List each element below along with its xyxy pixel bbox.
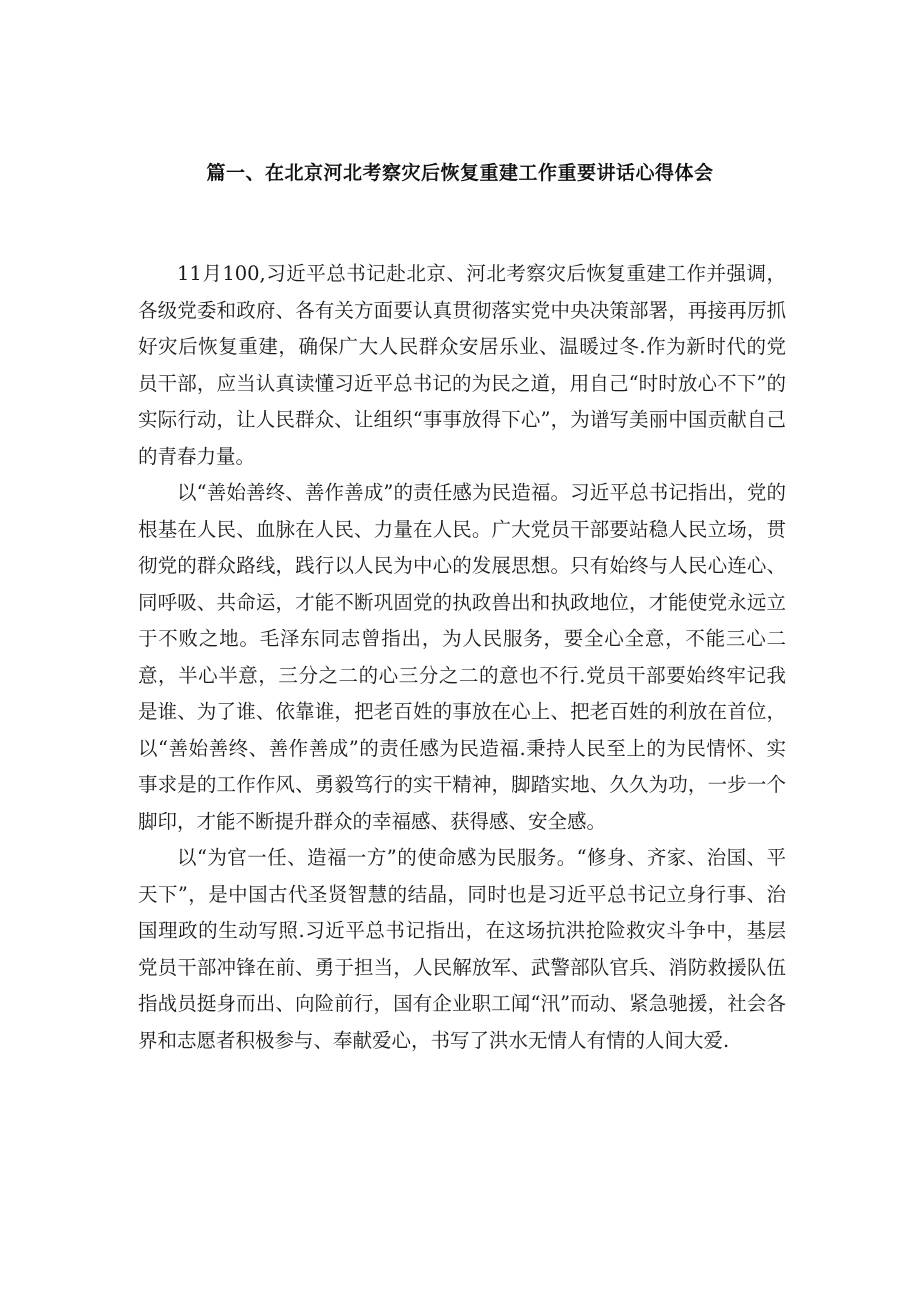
document-title: 篇一、在北京河北考察灾后恢复重建工作重要讲话心得体会: [206, 162, 714, 184]
paragraph: 11月100,习近平总书记赴北京、河北考察灾后恢复重建工作并强调，各级党委和政府、各有关方面要认真贯彻落实党中央决策部署，再接再厉抓好灾后恢复重建，确保广大人民群众安居乐业、温暖过冬.作为新时代的党员干部，应当认真读懂习近平总书记的为民之道，用自己“时时放心不下”的实际行动，让人民群众、让组织“事事放得下心”，为谱写美丽中国贡献自己的青春力量。: [138, 262, 786, 468]
paragraph: 以“为官一任、造福一方”的使命感为民服务。“修身、齐家、治国、平天下”，是中国古代圣贤智慧的结晶，同时也是习近平总书记立身行事、治国理政的生动写照.习近平总书记指出，在这场抗洪抢险救灾斗争中，基层党员干部冲锋在前、勇于担当，人民解放军、武警部队官兵、消防救援队伍指战员挺身而出、向险前行，国有企业职工闻“汛”而动、紧急驰援，社会各界和志愿者积极参与、奉献爱心，书写了洪水无情人有情的人间大爱.: [138, 846, 786, 1052]
document-body: [138, 256, 786, 1059]
paragraph: 以“善始善终、善作善成”的责任感为民造福。习近平总书记指出，党的根基在人民、血脉在人民、力量在人民。广大党员干部要站稳人民立场，贯彻党的群众路线，践行以人民为中心的发展思想。只有始终与人民心连心、同呼吸、共命运，才能不断巩固党的执政兽出和执政地位，才能使党永远立于不败之地。毛泽东同志曾指出，为人民服务，要全心全意，不能三心二意，半心半意，三分之二的心三分之二的意也不行.党员干部要始终牢记我是谁、为了谁、依靠谁，把老百姓的事放在心上、把老百姓的利放在首位，以“善始善终、善作善成”的责任感为民造福.秉持人民至上的为民情怀、实事求是的工作作风、勇毅笃行的实干精神，脚踏实地、久久为功，一步一个脚印，才能不断提升群众的幸福感、获得感、安全感。: [138, 481, 786, 833]
